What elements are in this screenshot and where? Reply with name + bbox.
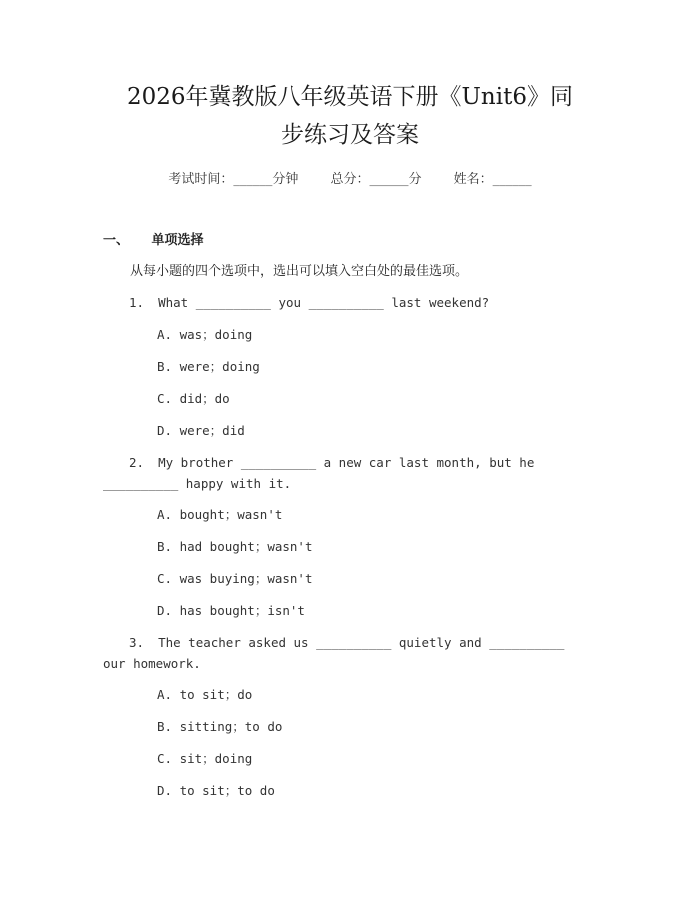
question-text: The teacher asked us __________ quietly and __________ our homework. bbox=[103, 635, 565, 671]
option-2b: B. had bought；wasn't bbox=[157, 539, 313, 554]
exam-name: 姓名：______ bbox=[453, 172, 532, 187]
question-1 bbox=[103, 292, 583, 313]
option-3b: B. sitting；to do bbox=[157, 719, 283, 734]
option-2a: A. bought；wasn't bbox=[157, 507, 283, 522]
option-3c: C. sit；doing bbox=[157, 751, 253, 766]
title-line-2: 步练习及答案 bbox=[281, 122, 419, 148]
question-3 bbox=[103, 632, 583, 674]
question-text: My brother __________ a new car last month, but he __________ happy with it. bbox=[103, 455, 535, 491]
exam-score: 总分：______分 bbox=[330, 172, 422, 187]
option-1d: D. were；did bbox=[157, 423, 245, 438]
option-3a: A. to sit；do bbox=[157, 687, 253, 702]
question-text: What __________ you __________ last weekend? bbox=[158, 295, 490, 310]
section-instruction: 从每小题的四个选项中，选出可以填入空白处的最佳选项。 bbox=[130, 264, 469, 279]
question-number: 1. bbox=[129, 295, 145, 310]
exam-info bbox=[0, 168, 700, 187]
option-2c: C. was buying；wasn't bbox=[157, 571, 313, 586]
question-number: 2. bbox=[129, 455, 145, 470]
option-3d: D. to sit；to do bbox=[157, 783, 275, 798]
option-1b: B. were；doing bbox=[157, 359, 260, 374]
option-1c: C. did；do bbox=[157, 391, 230, 406]
option-1a: A. was；doing bbox=[157, 327, 253, 342]
exam-time: 考试时间：______分钟 bbox=[168, 172, 299, 187]
question-2 bbox=[103, 452, 583, 494]
section-title: 单项选择 bbox=[151, 233, 204, 248]
option-2d: D. has bought；isn't bbox=[157, 603, 305, 618]
question-number: 3. bbox=[129, 635, 145, 650]
document-title bbox=[60, 78, 640, 154]
section-number: 一、 bbox=[103, 233, 130, 248]
title-line-1: 2026年冀教版八年级英语下册《Unit6》同 bbox=[127, 84, 573, 110]
section-heading bbox=[103, 229, 204, 248]
